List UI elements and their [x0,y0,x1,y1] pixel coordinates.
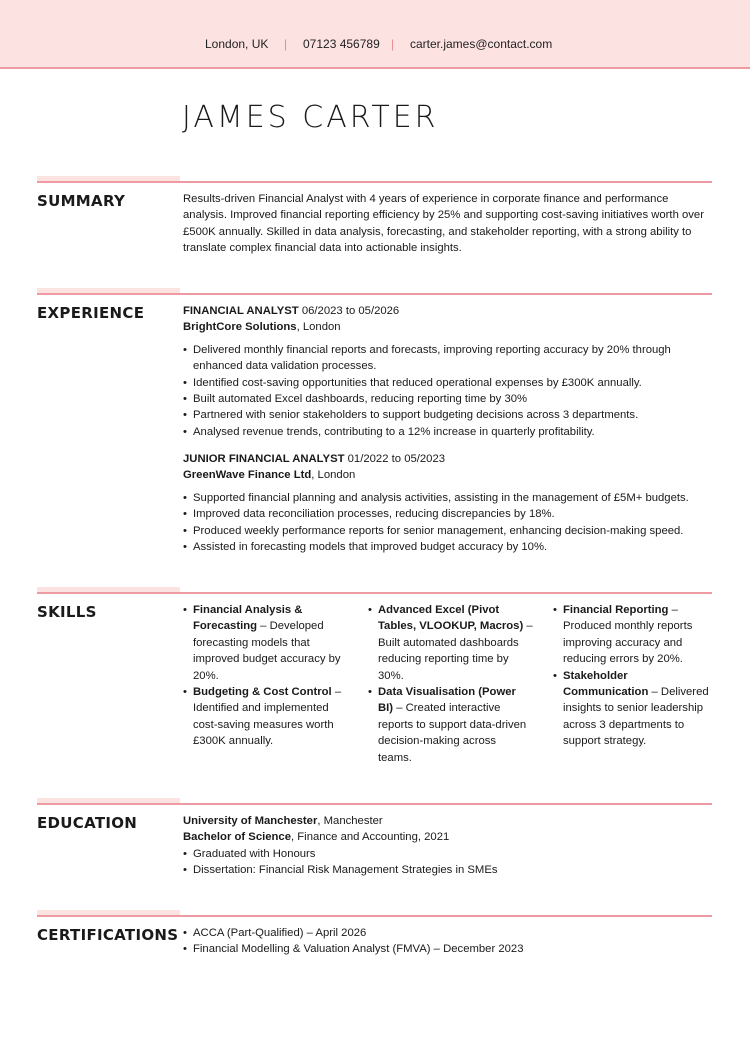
skill-item [183,684,348,750]
list-item: • Delivered monthly financial reports and forecasts, improving reporting accuracy by 20% through enhanced data validation processes. [183,342,713,375]
degree-line [183,829,713,845]
skill-item [553,668,715,750]
contact-separator: | [391,37,395,51]
school-line [183,813,713,829]
job-heading [183,451,713,467]
list-item: • Graduated with Honours [183,846,713,862]
skill-desc: – Created interactive reports to support data-driven decision-making across teams. [378,702,527,764]
section-divider [37,592,712,594]
job-dates: 06/2023 to 05/2026 [298,305,400,317]
contact-bar [0,0,750,69]
skill-name: Financial Analysis & Forecasting [193,604,303,633]
section-title: CERTIFICATIONS [37,926,179,944]
contact-location: London, UK [205,37,269,51]
skill-item [368,684,533,766]
job-role: FINANCIAL ANALYST [183,305,299,317]
contact-separator: | [284,37,288,51]
skill-desc: – Identified and implemented cost-saving measures worth £300K annually. [193,686,342,748]
job-heading [183,303,713,319]
school-location: , Manchester [317,815,383,827]
list-item: • Built automated Excel dashboards, reducing reporting time by 30% [183,391,713,407]
job-company: GreenWave Finance Ltd [183,469,312,482]
contact-phone: 07123 456789 [303,37,380,51]
job-company-line [183,467,713,483]
skills-column [553,602,715,750]
section-title: SUMMARY [37,192,126,210]
candidate-name: JAMES CARTER [182,100,439,135]
list-item: • Supported financial planning and analysis activities, assisting in the management of £5M+ budgets. [183,490,713,506]
job-location: , London [311,469,356,482]
education-entry [183,813,713,879]
section-title: SKILLS [37,603,97,621]
list-item: • Financial Modelling & Valuation Analyst (FMVA) – December 2023 [183,941,713,957]
skill-name: Financial Reporting [563,604,669,616]
list-item: • Improved data reconciliation processes, reducing discrepancies by 18%. [183,506,713,522]
certifications-list [183,925,713,958]
job-company-line [183,319,713,335]
section-divider [37,915,712,917]
skills-column [368,602,533,766]
section-divider [37,293,712,295]
skill-item [183,602,348,684]
list-item: • Identified cost-saving opportunities that reduced operational expenses by £300K annually. [183,375,713,391]
skill-desc: – Developed forecasting models that improved budget accuracy by 20%. [193,620,341,682]
section-title: EDUCATION [37,814,138,832]
school-name: University of Manchester [183,815,318,827]
list-item: • Produced weekly performance reports for senior management, enhancing decision-making speed. [183,523,713,539]
degree-name: Bachelor of Science [183,831,291,844]
list-item: • ACCA (Part-Qualified) – April 2026 [183,925,713,941]
job-entry [183,451,713,555]
summary-text: Results-driven Financial Analyst with 4 years of experience in corporate finance and performance analysis. Improved financial reporting efficiency by 25% and supporting cost-saving initiatives worth over £500K annually. Skilled in data analysis, forecasting, and stakeholder reporting, with a strong ability to translate complex financial data into actionable insights. [183,193,704,255]
job-location: , London [296,321,341,334]
job-role: JUNIOR FINANCIAL ANALYST [183,453,345,465]
list-item: • Assisted in forecasting models that improved budget accuracy by 10%. [183,539,713,555]
skill-name: Advanced Excel (Pivot Tables, VLOOKUP, Macros) [378,604,524,633]
skill-name: Stakeholder Communication [563,669,649,699]
skill-desc: – Delivered insights to senior leadership across 3 departments to support strategy. [563,686,709,748]
job-entry [183,303,713,440]
skill-item [553,602,715,668]
section-divider [37,803,712,805]
degree-detail: , Finance and Accounting, 2021 [291,831,450,844]
skill-name: Data Visualisation (Power BI) [378,686,516,715]
skill-name: Budgeting & Cost Control [193,686,332,699]
contact-email[interactable]: carter.james@contact.com [410,37,553,51]
job-bullets [183,490,713,556]
skill-desc: – Produced monthly reports improving accuracy and reducing errors by 20%. [563,604,693,666]
list-item: • Dissertation: Financial Risk Management Strategies in SMEs [183,862,713,878]
skill-desc: – Built automated dashboards reducing reporting time by 30%. [378,620,533,682]
skill-item [368,602,533,684]
job-company: BrightCore Solutions [183,321,297,334]
skills-column [183,602,348,750]
section-divider [37,181,712,183]
job-dates: 01/2022 to 05/2023 [344,453,446,465]
list-item: • Partnered with senior stakeholders to support budgeting decisions across 3 departments. [183,407,713,423]
section-title: EXPERIENCE [37,304,145,322]
job-bullets [183,342,713,440]
list-item: • Analysed revenue trends, contributing to a 12% increase in quarterly profitability. [183,424,713,440]
education-bullets [183,846,713,879]
